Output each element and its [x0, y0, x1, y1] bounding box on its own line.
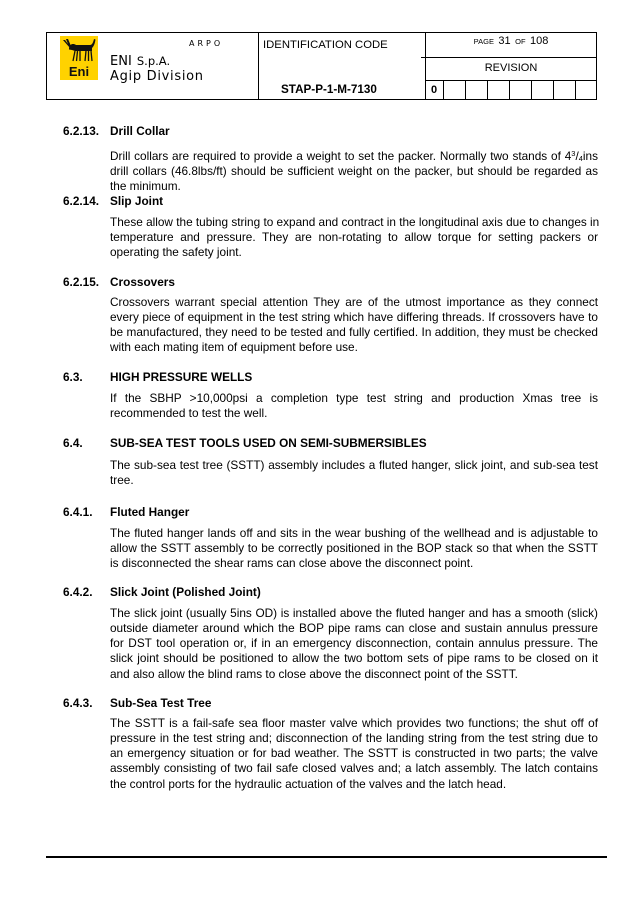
text-run: ins [582, 148, 598, 163]
text-line: the minimum. [110, 179, 181, 194]
revision-cell-divider [465, 80, 466, 100]
page-label: PAGE [473, 37, 494, 46]
section-number: 6.4.3. [63, 695, 93, 710]
revision-value: 0 [430, 84, 438, 96]
section-number: 6.4.1. [63, 504, 93, 519]
eni-logo [60, 36, 98, 80]
text-line: temperature and pressure. They are non-rotating to allow torque for setting packers or [110, 229, 598, 244]
revision-cell-divider [509, 80, 510, 100]
header-divider [258, 32, 259, 100]
company-name-suffix: S.p.A. [136, 54, 171, 68]
text-line: for DST tool operation or, if in an emergency disconnection, contain annulus pressure. The [110, 636, 598, 651]
section-title: Sub-Sea Test Tree [110, 695, 212, 710]
text-line: These allow the tubing string to expand and contract in the longitudinal axis due to changes in [110, 214, 600, 229]
fraction-numerator: 3 [571, 148, 576, 158]
section-number: 6.2.14. [63, 193, 100, 208]
fraction-denominator: 4 [578, 153, 583, 163]
section-title: SUB-SEA TEST TOOLS USED ON SEMI-SUBMERSIBLES [110, 435, 427, 450]
paragraph [110, 606, 598, 682]
company-name [110, 52, 170, 70]
section-number: 6.2.15. [63, 274, 100, 289]
paragraph [110, 716, 598, 792]
section-number: 6.2.13. [63, 123, 100, 138]
page-total: 108 [529, 35, 549, 47]
text-line: is disconnected the shear rams can close above the disconnect point. [110, 556, 474, 571]
text-line: The SSTT is a fail-safe sea floor master valve which provides two functions; the shut off of [110, 715, 598, 730]
paragraph [110, 295, 598, 356]
logo-wordmark: Eni [68, 64, 90, 79]
text-line: The slick joint (usually 5ins OD) is installed above the fluted hanger and has a smooth (slick) [110, 605, 598, 620]
paragraph [110, 458, 598, 489]
header-divider [425, 80, 597, 81]
text-line: assembly consisting of two fail safe closed valves and; a latch assembly. The latch contains [110, 761, 598, 776]
header-divider [421, 57, 597, 58]
text-line: with each mating item of equipment before use. [110, 340, 358, 355]
section-number: 6.4. [63, 435, 83, 450]
text-line [110, 149, 598, 164]
fraction-slash: / [575, 148, 579, 163]
section-number: 6.4.2. [63, 584, 93, 599]
revision-cell-divider [575, 80, 576, 100]
text-line: allow the SSTT assembly to be correctly positioned in the BOP stack so that when the SSTT [110, 540, 598, 555]
text-line: an emergency situation or for bad weather. The SSTT is constructed in two parts; the valve [110, 746, 598, 761]
company-name-main: ENI [110, 54, 132, 69]
identification-code-label: IDENTIFICATION CODE [263, 39, 388, 51]
section-title: HIGH PRESSURE WELLS [110, 369, 253, 384]
section-title: Fluted Hanger [110, 504, 190, 519]
text-line: The fluted hanger lands off and sits in the wear bushing of the wellhead and is adjustable to [110, 525, 598, 540]
text-line: Crossovers warrant special attention They are of the utmost importance as they connect [110, 294, 598, 309]
paragraph [110, 391, 598, 422]
text-line: The sub-sea test tree (SSTT) assembly includes a fluted hanger, slick joint, and sub-sea test [110, 457, 598, 472]
section-title: Crossovers [110, 274, 175, 289]
text-line: slick joint should be positioned to allow the two bottom sets of pipe rams to be closed on it [110, 651, 598, 666]
text-run: Drill collars are required to provide a weight to set the packer. Normally two stands of 4 [110, 148, 572, 163]
text-line: pressure in the test string and; disconnection of the landing string from the test string due to [110, 730, 598, 745]
page-indicator [425, 33, 597, 49]
division-name: Agip Division [110, 69, 204, 84]
section-title: Slip Joint [110, 193, 164, 208]
section-number: 6.3. [63, 369, 83, 384]
text-line: recommended to test the well. [110, 405, 268, 420]
revision-cell-divider [531, 80, 532, 100]
identification-code: STAP-P-1-M-7130 [281, 83, 377, 96]
text-line: tree. [110, 472, 134, 487]
page-number: 31 [498, 35, 511, 47]
text-line: If the SBHP >10,000psi a completion type test string and production Xmas tree is [110, 390, 598, 405]
revision-cell-divider [553, 80, 554, 100]
paragraph [110, 149, 598, 195]
revision-cell-divider [487, 80, 488, 100]
revision-cell-divider [443, 80, 444, 100]
text-line: and also allow the blind rams to close above the disconnect point of the SSTT. [110, 666, 518, 681]
paragraph [110, 526, 598, 572]
text-line: operating the safety joint. [110, 245, 242, 260]
text-line: every piece of equipment in the test string which have differing threads. If crossovers have to [110, 309, 598, 324]
arpo-label: ARPO [189, 39, 224, 48]
text-line: the control ports for the hydraulic actuation of the valves and the latch head. [110, 776, 507, 791]
text-line: be manufactured, they need to be tested and fully certified. In addition, they must be checked [110, 325, 598, 340]
footer-rule [46, 856, 607, 858]
text-line: outside diameter around which the BOP pipe rams can close and sustain annulus pressure [110, 620, 598, 635]
paragraph [110, 215, 598, 261]
page-of-label: OF [515, 37, 526, 46]
revision-label: REVISION [484, 62, 538, 74]
text-line: drill collars (46.8lbs/ft) should be sufficient weight on the packer, but should be regarded as [110, 163, 598, 178]
section-title: Slick Joint (Polished Joint) [110, 584, 261, 599]
section-title: Drill Collar [110, 123, 170, 138]
